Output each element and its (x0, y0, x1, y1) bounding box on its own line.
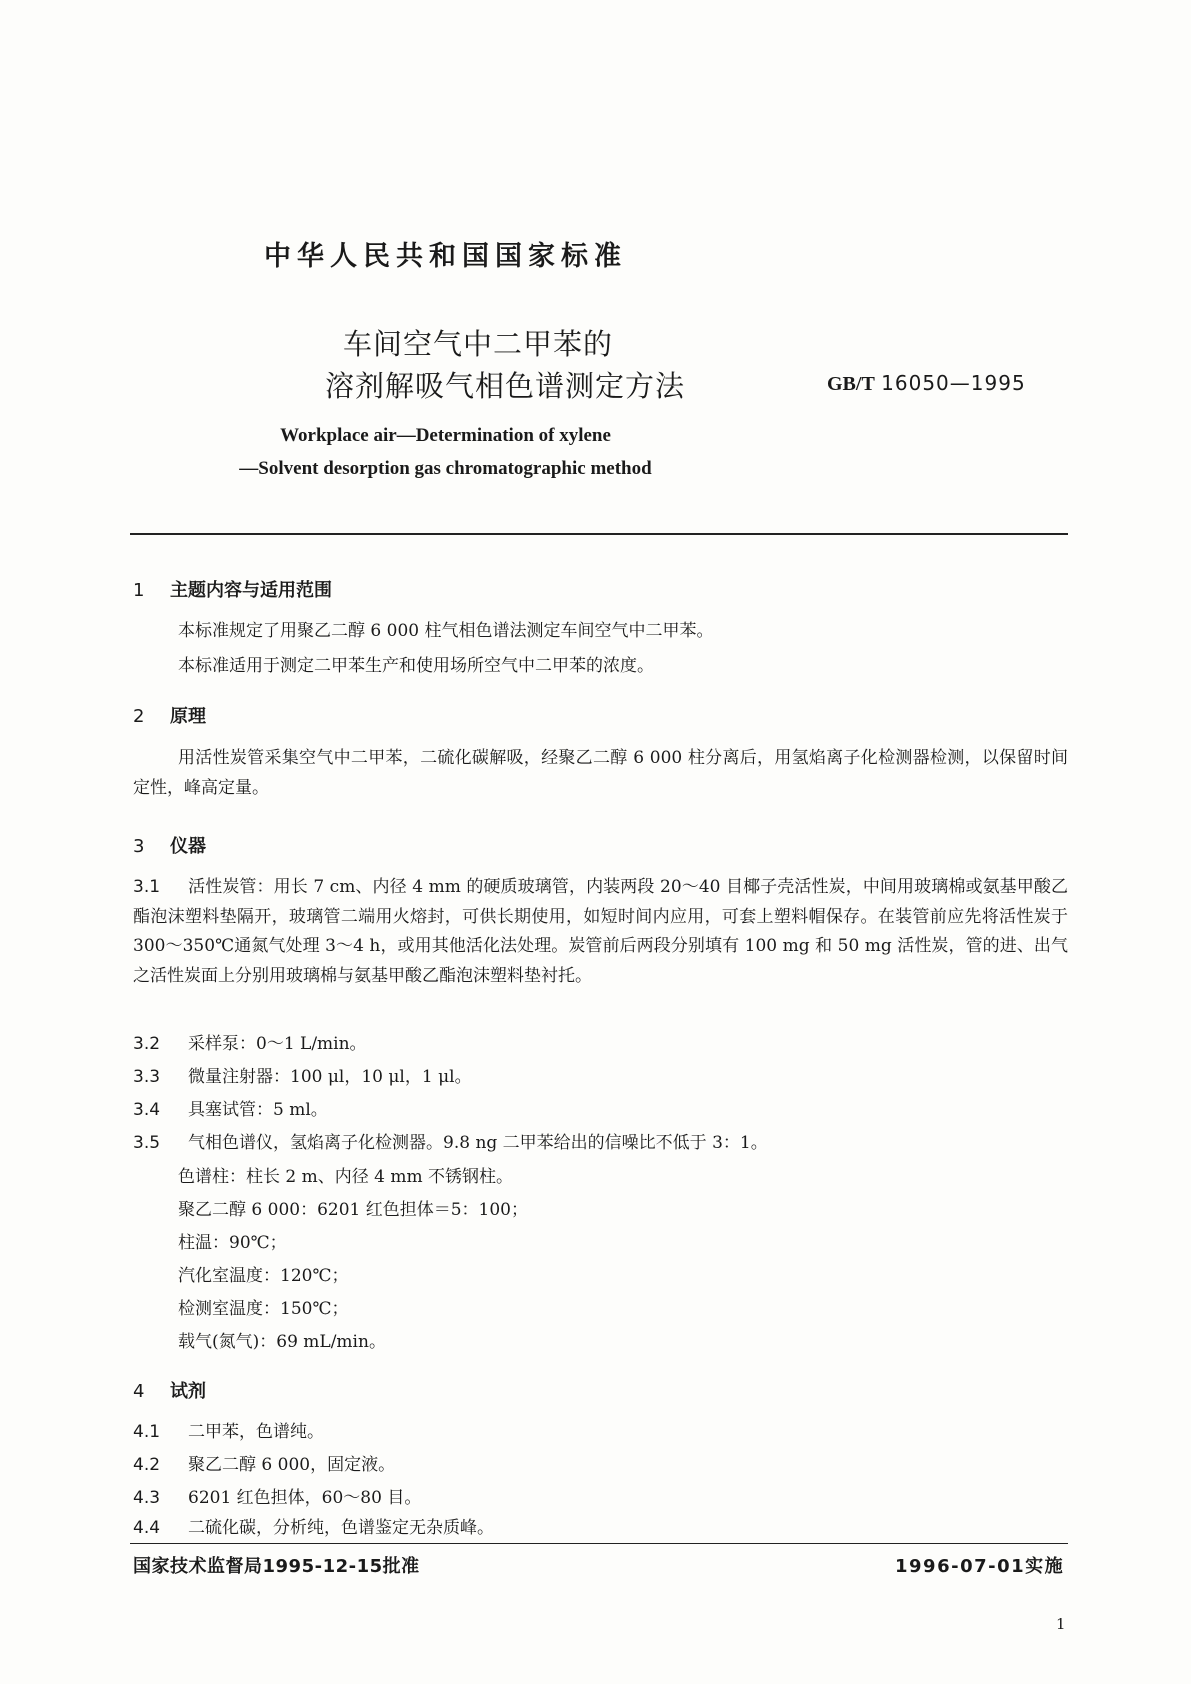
item-text: 活性炭管：用长 7 cm、内径 4 mm 的硬质玻璃管，内装两段 20～40 目椰子壳活性炭，中间用玻璃棉或氨基甲酸乙酯泡沫塑料垫隔开，玻璃管二端用火熔封，可供长期使用，如短时间内应用，可套上塑料帽保存。在装管前应先将活性炭于 300～350℃通氮气处理 3～4 h，或用其他活化法处理。炭管前后两段分别填有 100 mg 和 50 mg 活性炭，管的进、出气之活性炭面上分别用玻璃棉与氨基甲酸乙酯泡沫塑料垫衬托。 (133, 877, 1068, 986)
item-number: 3.2 (133, 1034, 161, 1054)
list-item (133, 1030, 1068, 1060)
standard-code (827, 371, 1026, 396)
item-text: 气相色谱仪，氢焰离子化检测器。9.8 ng 二甲苯给出的信噪比不低于 3：1。 (188, 1133, 768, 1153)
list-item (133, 1451, 1068, 1481)
implementation-date: 1996-07-01实施 (895, 1556, 1065, 1577)
list-item (133, 1129, 1068, 1159)
title-en-line1: Workplace air—Determination of xylene (280, 425, 611, 446)
item-number: 3.1 (133, 877, 161, 897)
item-number: 3.3 (133, 1067, 161, 1087)
list-item (133, 1418, 1068, 1448)
title-cn-line1: 车间空气中二甲苯的 (343, 327, 614, 361)
section-number: 1 (133, 580, 145, 601)
item-text: 二硫化碳，分析纯，色谱鉴定无杂质峰。 (188, 1518, 494, 1538)
section-title: 仪器 (170, 836, 206, 857)
item-number: 4.1 (133, 1422, 161, 1442)
section-2-heading (133, 702, 206, 728)
section-title: 试剂 (170, 1381, 206, 1402)
list-item (133, 873, 1068, 991)
section-3-heading (133, 832, 206, 858)
item-number: 4.2 (133, 1455, 161, 1475)
title-en-line2: —Solvent desorption gas chromatographic method (239, 458, 652, 479)
footer-divider (130, 1543, 1068, 1544)
page-number: 1 (1056, 1615, 1066, 1633)
instrument-spec-line: 色谱柱：柱长 2 m、内径 4 mm 不锈钢柱。 (178, 1167, 514, 1187)
item-text: 微量注射器：100 μl，10 μl，1 μl。 (188, 1067, 472, 1087)
item-number: 4.3 (133, 1488, 161, 1508)
section-1-paragraph-1: 本标准规定了用聚乙二醇 6 000 柱气相色谱法测定车间空气中二甲苯。 (178, 621, 714, 641)
instrument-spec-line: 载气(氮气)：69 mL/min。 (178, 1332, 386, 1352)
section-number: 3 (133, 836, 145, 857)
item-number: 3.5 (133, 1133, 161, 1153)
section-title: 原理 (170, 706, 206, 727)
item-text: 采样泵：0～1 L/min。 (188, 1034, 367, 1054)
section-4-heading (133, 1377, 206, 1403)
item-text: 具塞试管：5 ml。 (188, 1100, 328, 1120)
instrument-spec-line: 柱温：90℃； (178, 1233, 287, 1253)
section-1-heading (133, 576, 332, 602)
list-item (133, 1096, 1068, 1126)
item-number: 3.4 (133, 1100, 161, 1120)
list-item (133, 1063, 1068, 1093)
instrument-spec-line: 聚乙二醇 6 000：6201 红色担体＝5：100； (178, 1200, 529, 1220)
list-item (133, 1484, 1068, 1514)
header-divider (130, 533, 1068, 535)
instrument-spec-line: 检测室温度：150℃； (178, 1299, 349, 1319)
item-text: 6201 红色担体，60～80 目。 (188, 1488, 422, 1508)
section-1-paragraph-2: 本标准适用于测定二甲苯生产和使用场所空气中二甲苯的浓度。 (178, 656, 654, 676)
section-title: 主题内容与适用范围 (170, 580, 332, 601)
list-item (133, 1514, 1068, 1544)
instrument-spec-line: 汽化室温度：120℃； (178, 1266, 349, 1286)
item-text: 二甲苯，色谱纯。 (188, 1422, 324, 1442)
approval-date: 国家技术监督局1995-12-15批准 (133, 1556, 420, 1577)
section-number: 4 (133, 1381, 145, 1402)
national-standard-heading: 中华人民共和国国家标准 (264, 241, 627, 272)
standard-code-number: 16050—1995 (881, 371, 1026, 395)
title-cn-line2: 溶剂解吸气相色谱测定方法 (325, 369, 686, 403)
standard-code-prefix: GB/T (827, 373, 875, 395)
item-number: 4.4 (133, 1518, 161, 1538)
item-text: 聚乙二醇 6 000，固定液。 (188, 1455, 396, 1475)
section-2-paragraph-1: 用活性炭管采集空气中二甲苯，二硫化碳解吸，经聚乙二醇 6 000 柱分离后，用氢焰离子化检测器检测，以保留时间定性，峰高定量。 (133, 748, 1068, 798)
section-number: 2 (133, 706, 145, 727)
